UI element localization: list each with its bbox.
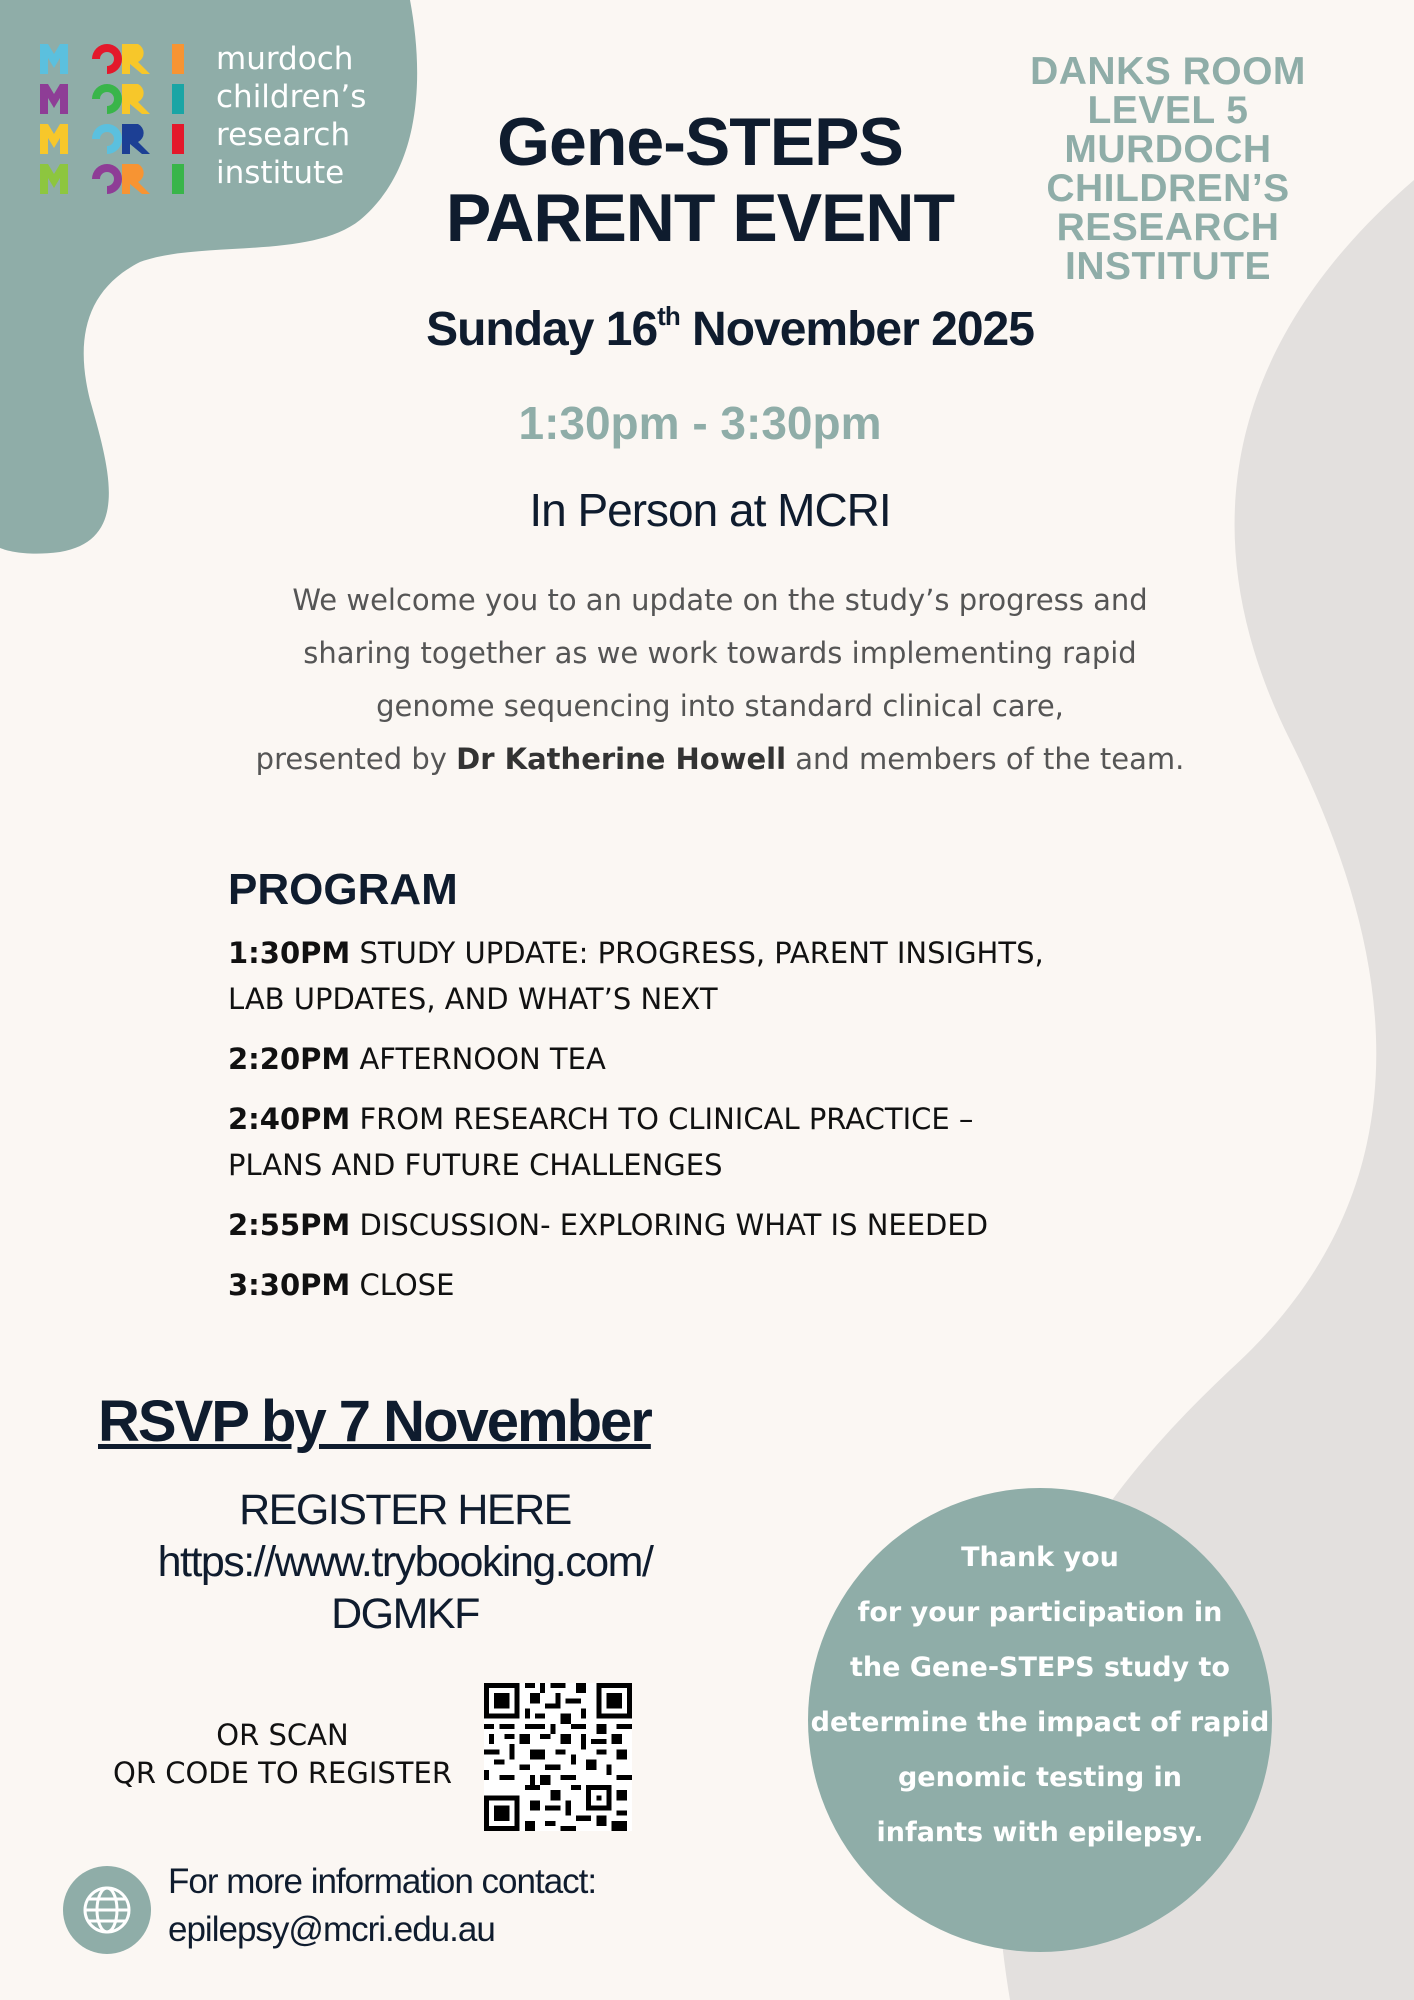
program-time: 2:20PM (228, 1042, 351, 1076)
program-item-line: PLANS AND FUTURE CHALLENGES (228, 1148, 723, 1182)
presenter-name: Dr Katherine Howell (456, 742, 787, 776)
program-item-line: LAB UPDATES, AND WHAT’S NEXT (228, 982, 718, 1016)
venue-line: MURDOCH CHILDREN’S (1046, 128, 1290, 210)
event-location: In Person at MCRI (529, 484, 891, 536)
welcome-text (240, 574, 1200, 786)
logo-line: institute (216, 155, 345, 191)
contact-label: For more information contact: (168, 1862, 597, 1901)
program-item-line (228, 1096, 1188, 1142)
event-date (300, 300, 1160, 360)
event-time: 1:30pm - 3:30pm (518, 397, 882, 449)
globe-icon (63, 1866, 151, 1954)
program-item (228, 930, 1188, 1022)
program-text: STUDY UPDATE: PROGRESS, PARENT INSIGHTS, (350, 936, 1044, 970)
register-url-code[interactable]: DGMKF (331, 1590, 479, 1638)
program-item (228, 1096, 1188, 1188)
thank-you-line: for your participation in (857, 1597, 1223, 1628)
thank-you-line: the Gene-STEPS study to (850, 1652, 1230, 1683)
contact-info (168, 1858, 596, 1954)
program-item (228, 1202, 1188, 1248)
venue-block (948, 52, 1388, 286)
logo-line: children’s (216, 79, 367, 115)
mcri-logo-icon (38, 42, 196, 194)
thank-you-text (808, 1530, 1272, 1860)
program-heading: PROGRAM (228, 865, 458, 914)
program-item-line (228, 930, 1188, 976)
program-text: CLOSE (350, 1268, 455, 1302)
rsvp-deadline: RSVP by 7 November (98, 1389, 651, 1454)
welcome-line: sharing together as we work towards implementing rapid (303, 636, 1137, 670)
title-line-2: PARENT EVENT (445, 180, 955, 256)
welcome-line (240, 733, 1200, 786)
thank-you-line: determine the impact of rapid (810, 1707, 1270, 1738)
date-day: Sunday 16 (426, 303, 658, 356)
program-list (228, 930, 1188, 1322)
qr-code-icon[interactable] (484, 1683, 632, 1831)
welcome-line: genome sequencing into standard clinical care, (376, 689, 1064, 723)
register-url[interactable]: https://www.trybooking.com/ (157, 1538, 653, 1586)
venue-line: DANKS ROOM (1030, 50, 1306, 93)
logo-wordmark (216, 40, 366, 192)
program-item-line (228, 1036, 1188, 1082)
program-item-line (228, 1262, 1188, 1308)
program-item-line (228, 1202, 1188, 1248)
scan-line: OR SCAN (216, 1718, 349, 1752)
venue-line: LEVEL 5 (1087, 89, 1249, 132)
contact-email[interactable]: epilepsy@mcri.edu.au (168, 1910, 495, 1949)
thank-you-line: genomic testing in (897, 1762, 1183, 1793)
register-label: REGISTER HERE (239, 1486, 571, 1534)
program-item (228, 1036, 1188, 1082)
date-rest: November 2025 (679, 303, 1034, 356)
program-time: 3:30PM (228, 1268, 351, 1302)
scan-instruction (90, 1716, 475, 1792)
event-title (400, 104, 1000, 256)
program-text: AFTERNOON TEA (350, 1042, 606, 1076)
scan-line: QR CODE TO REGISTER (113, 1756, 452, 1790)
program-time: 2:40PM (228, 1102, 351, 1136)
venue-line: RESEARCH INSTITUTE (1056, 206, 1280, 288)
welcome-pre: presented by (255, 742, 457, 776)
welcome-post: and members of the team. (786, 742, 1185, 776)
register-block[interactable] (90, 1484, 720, 1640)
thank-you-line: Thank you (961, 1542, 1119, 1573)
program-item (228, 1262, 1188, 1308)
logo-line: research (216, 117, 351, 153)
welcome-line: We welcome you to an update on the study’s progress and (292, 583, 1148, 617)
program-text: DISCUSSION- EXPLORING WHAT IS NEEDED (350, 1208, 989, 1242)
logo-line: murdoch (216, 41, 354, 77)
program-time: 2:55PM (228, 1208, 351, 1242)
date-suffix: th (657, 301, 680, 331)
thank-you-line: infants with epilepsy. (876, 1817, 1204, 1848)
program-time: 1:30PM (228, 936, 351, 970)
program-text: FROM RESEARCH TO CLINICAL PRACTICE – (350, 1102, 974, 1136)
title-line-1: Gene-STEPS (497, 104, 903, 180)
